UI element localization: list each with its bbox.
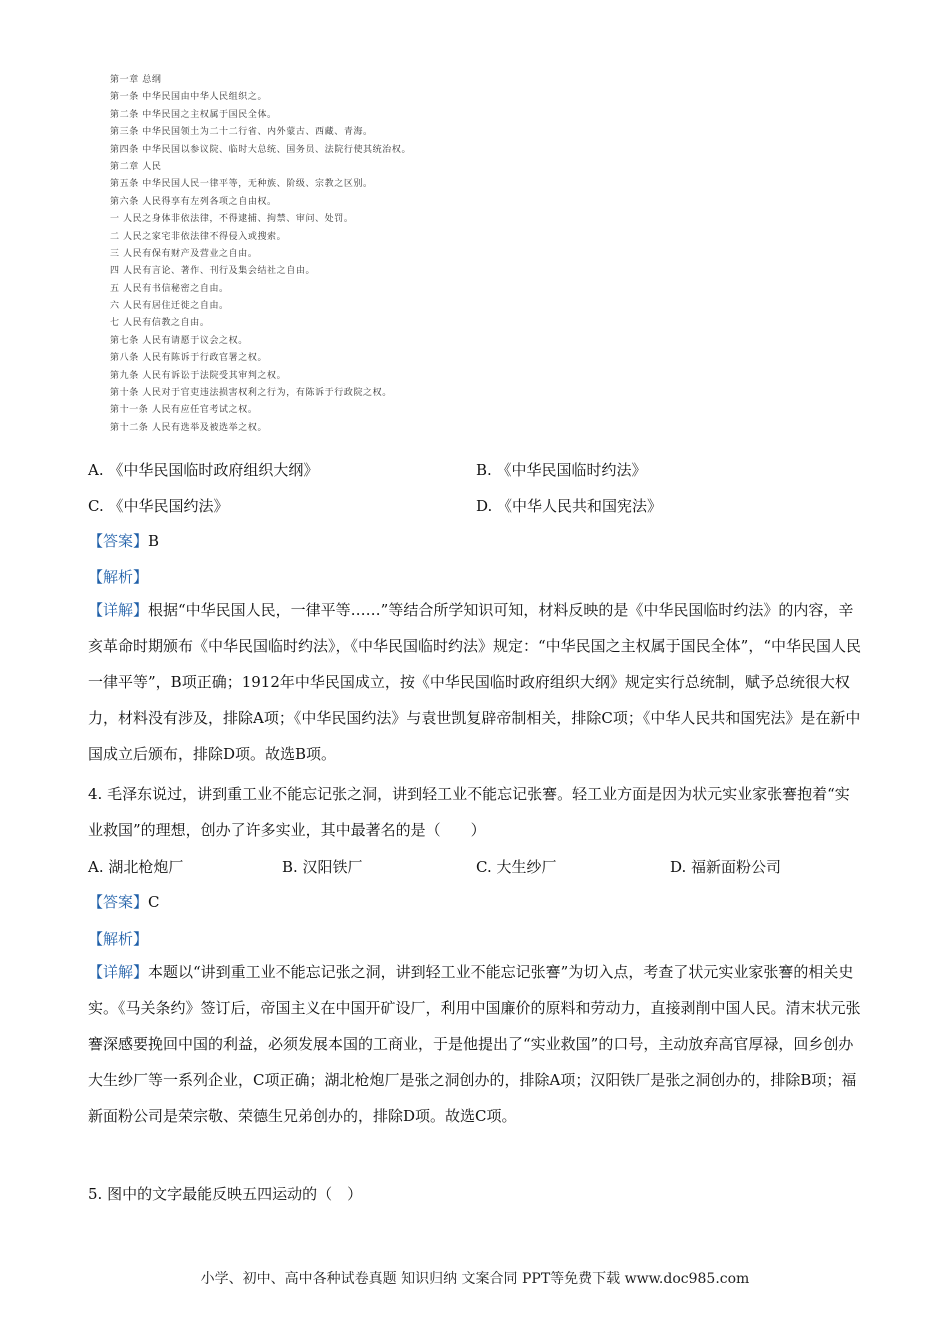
page-footer: 小学、初中、高中各种试卷真题 知识归纳 文案合同 PPT等免费下载 www.doc985.com xyxy=(200,1271,750,1287)
excerpt-line: 第十二条 人民有选举及被选举之权。 xyxy=(110,422,268,433)
q4-answer xyxy=(88,891,160,912)
excerpt-line: 四 人民有言论、著作、刊行及集会结社之自由。 xyxy=(110,266,316,277)
q3-answer xyxy=(88,530,159,551)
constitution-excerpt-image xyxy=(110,72,530,437)
q4-option-c: C. 大生纱厂 xyxy=(476,858,557,876)
excerpt-line: 第二条 中华民国之主权属于国民全体。 xyxy=(110,109,277,120)
excerpt-line: 第一条 中华民国由中华人民组织之。 xyxy=(110,92,268,103)
excerpt-line: 六 人民有居住迁徙之自由。 xyxy=(110,301,229,312)
detail-text: 根据“中华民国人民，一律平等……”等结合所学知识可知，材料反映的是《中华民国临时约法》的内容，辛亥革命时期颁布《中华民国临时约法》，《中华民国临时约法》规定：“中华民国之主权属于国民全体”，“中华民国人民一律平等”，B项正确；1912年中华民国成立，按《中华民国临时政府组织大纲》规定实行总统制，赋予总统很大权力，材料没有涉及，排除A项；《中华民国约法》与袁世凯复辟帝制相关，排除C项；《中华人民共和国宪法》是在新中国成立后颁布，排除D项。故选B项。 xyxy=(88,601,862,763)
analysis-tag: 【解析】 xyxy=(88,930,149,948)
q3-analysis-heading xyxy=(88,566,148,587)
excerpt-line: 第二章 人民 xyxy=(110,161,162,172)
q4-detail xyxy=(88,954,863,1134)
q5-stem: 5. 图中的文字最能反映五四运动的（ ） xyxy=(88,1185,363,1203)
q4-option-b: B. 汉阳铁厂 xyxy=(282,858,363,876)
excerpt-line: 五 人民有书信秘密之自由。 xyxy=(110,283,229,294)
q4-option-d: D. 福新面粉公司 xyxy=(670,858,782,876)
detail-tag: 【详解】 xyxy=(88,601,149,619)
excerpt-line: 第十条 人民对于官吏违法损害权利之行为，有陈诉于行政院之权。 xyxy=(110,388,392,399)
excerpt-line: 二 人民之家宅非依法律不得侵入或搜索。 xyxy=(110,231,287,242)
detail-text: 本题以“讲到重工业不能忘记张之洞，讲到轻工业不能忘记张謇”为切入点，考查了状元实业家张謇的相关史实。《马关条约》签订后，帝国主义在中国开矿设厂，利用中国廉价的原料和劳动力，直接剥削中国人民。清末状元张謇深感要挽回中国的利益，必须发展本国的工商业，于是他提出了“实业救国”的口号，主动放弃高官厚禄，回乡创办大生纱厂等一系列企业，C项正确；湖北枪炮厂是张之洞创办的，排除A项；汉阳铁厂是张之洞创办的，排除B项；福新面粉公司是荣宗敬、荣德生兄弟创办的，排除D项。故选C项。 xyxy=(88,963,861,1125)
q4-stem: 4. 毛泽东说过，讲到重工业不能忘记张之洞，讲到轻工业不能忘记张謇。轻工业方面是因为状元实业家张謇抱着“实业救国”的理想，创办了许多实业，其中最著名的是（ ） xyxy=(88,785,850,839)
excerpt-line: 第四条 中华民国以参议院、临时大总统、国务员、法院行使其统治权。 xyxy=(110,144,412,155)
q3-option-b: B. 《中华民国临时约法》 xyxy=(476,461,647,479)
q4-option-a: A. 湖北枪炮厂 xyxy=(88,858,184,876)
q3-option-a: A. 《中华民国临时政府组织大纲》 xyxy=(88,461,319,479)
q3-option-c: C. 《中华民国约法》 xyxy=(88,497,229,515)
excerpt-line: 七 人民有信教之自由。 xyxy=(110,318,210,329)
answer-tag: 【答案】 xyxy=(88,893,149,911)
excerpt-line: 第八条 人民有陈诉于行政官署之权。 xyxy=(110,353,268,364)
q3-option-d: D. 《中华人民共和国宪法》 xyxy=(476,497,663,515)
q3-detail xyxy=(88,592,863,772)
excerpt-line: 第三条 中华民国领土为二十二行省、内外蒙古、西藏、青海。 xyxy=(110,127,373,138)
excerpt-line: 一 人民之身体非依法律，不得逮捕、拘禁、审问、处罚。 xyxy=(110,214,354,225)
excerpt-line: 第九条 人民有诉讼于法院受其审判之权。 xyxy=(110,370,287,381)
detail-tag: 【详解】 xyxy=(88,963,149,981)
q4-analysis-heading xyxy=(88,928,148,949)
excerpt-line: 第一章 总纲 xyxy=(110,75,162,85)
excerpt-line: 第七条 人民有请愿于议会之权。 xyxy=(110,335,248,346)
excerpt-line: 第五条 中华民国人民一律平等，无种族、阶级、宗教之区别。 xyxy=(110,179,373,190)
excerpt-line: 第六条 人民得享有左列各项之自由权。 xyxy=(110,196,277,207)
answer-tag: 【答案】 xyxy=(88,532,149,550)
excerpt-line: 三 人民有保有财产及营业之自由。 xyxy=(110,248,258,259)
answer-value: B xyxy=(148,532,160,550)
analysis-tag: 【解析】 xyxy=(88,568,149,586)
answer-value: C xyxy=(148,893,160,911)
excerpt-line: 第十一条 人民有应任官考试之权。 xyxy=(110,405,258,416)
